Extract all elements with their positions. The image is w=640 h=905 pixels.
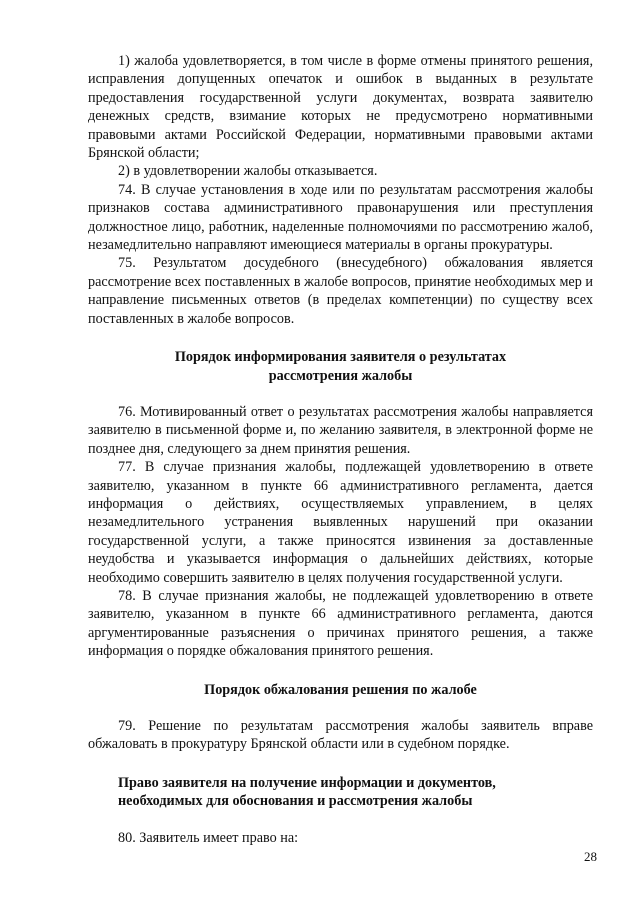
section-heading-rights [88,774,593,811]
spacer [88,385,593,403]
section-heading-informing-line-2: рассмотрения жалобы [268,367,413,384]
paragraph-item-2: 2) в удовлетворении жалобы отказывается. [118,163,378,180]
paragraph-75: 75. Результатом досудебного (внесудебного) обжалования является рассмотрение всех поставленных в жалобе вопросов, принятие необходимых мер и направление письменных ответов (в пределах компетенции) по существу всех поставленных в жалобе вопросов. [88,255,593,327]
paragraph-80: 80. Заявитель имеет право на: [118,829,299,846]
document-body [88,52,593,847]
spacer [88,661,593,681]
spacer [88,811,593,829]
spacer [88,699,593,717]
section-heading-rights-line-1: Право заявителя на получение информации и документов, [118,774,496,791]
paragraph-74: 74. В случае установления в ходе или по результатам рассмотрения жалобы признаков состава административного правонарушения или преступления должностное лицо, работник, наделенные полномочиями по рассмотрению жалоб, незамедлительно направляют имеющиеся материалы в органы прокуратуры. [88,181,593,254]
page-number: 28 [584,849,597,864]
paragraph-78: 78. В случае признания жалобы, не подлежащей удовлетворению в ответе заявителю, указанном в пункте 66 административного регламента, даются аргументированные разъяснения о причинах принятого решения, а также информация о порядке обжалования принятого решения. [88,587,593,660]
paragraph-77: 77. В случае признания жалобы, подлежащей удовлетворению в ответе заявителю, указанном в пункте 66 административного регламента, дается информация о действиях, осуществляемых управлением, в целях незамедлительного устранения выявленных нарушений при оказании государственной услуги, а также приносятся извинения за доставленные неудобства и указывается информация о дальнейших действиях, которые необходимо совершить заявителю в целях получения государственной услуги. [88,459,593,586]
spacer [88,328,593,348]
section-heading-informing [88,348,593,385]
section-heading-rights-line-2: необходимых для обоснования и рассмотрения жалобы [118,793,473,810]
section-heading-informing-line-1: Порядок информирования заявителя о результатах [174,349,507,366]
paragraph-79: 79. Решение по результатам рассмотрения жалобы заявитель вправе обжаловать в прокуратуру Брянской области или в судебном порядке. [88,718,593,753]
spacer [88,754,593,774]
section-heading-appeal: Порядок обжалования решения по жалобе [204,681,477,698]
paragraph-76: 76. Мотивированный ответ о результатах рассмотрения жалобы направляется заявителю в письменной форме и, по желанию заявителя, в электронной форме не позднее дня, следующего за днем принятия решения. [88,403,593,457]
paragraph-item-1: 1) жалоба удовлетворяется, в том числе в форме отмены принятого решения, исправления допущенных опечаток и ошибок в выданных в результате предоставления государственной услуги документах, возврата заявителю денежных средств, взимание которых не предусмотрено нормативными правовыми актами Российской Федерации, нормативными правовыми актами Брянской области; [88,53,593,162]
